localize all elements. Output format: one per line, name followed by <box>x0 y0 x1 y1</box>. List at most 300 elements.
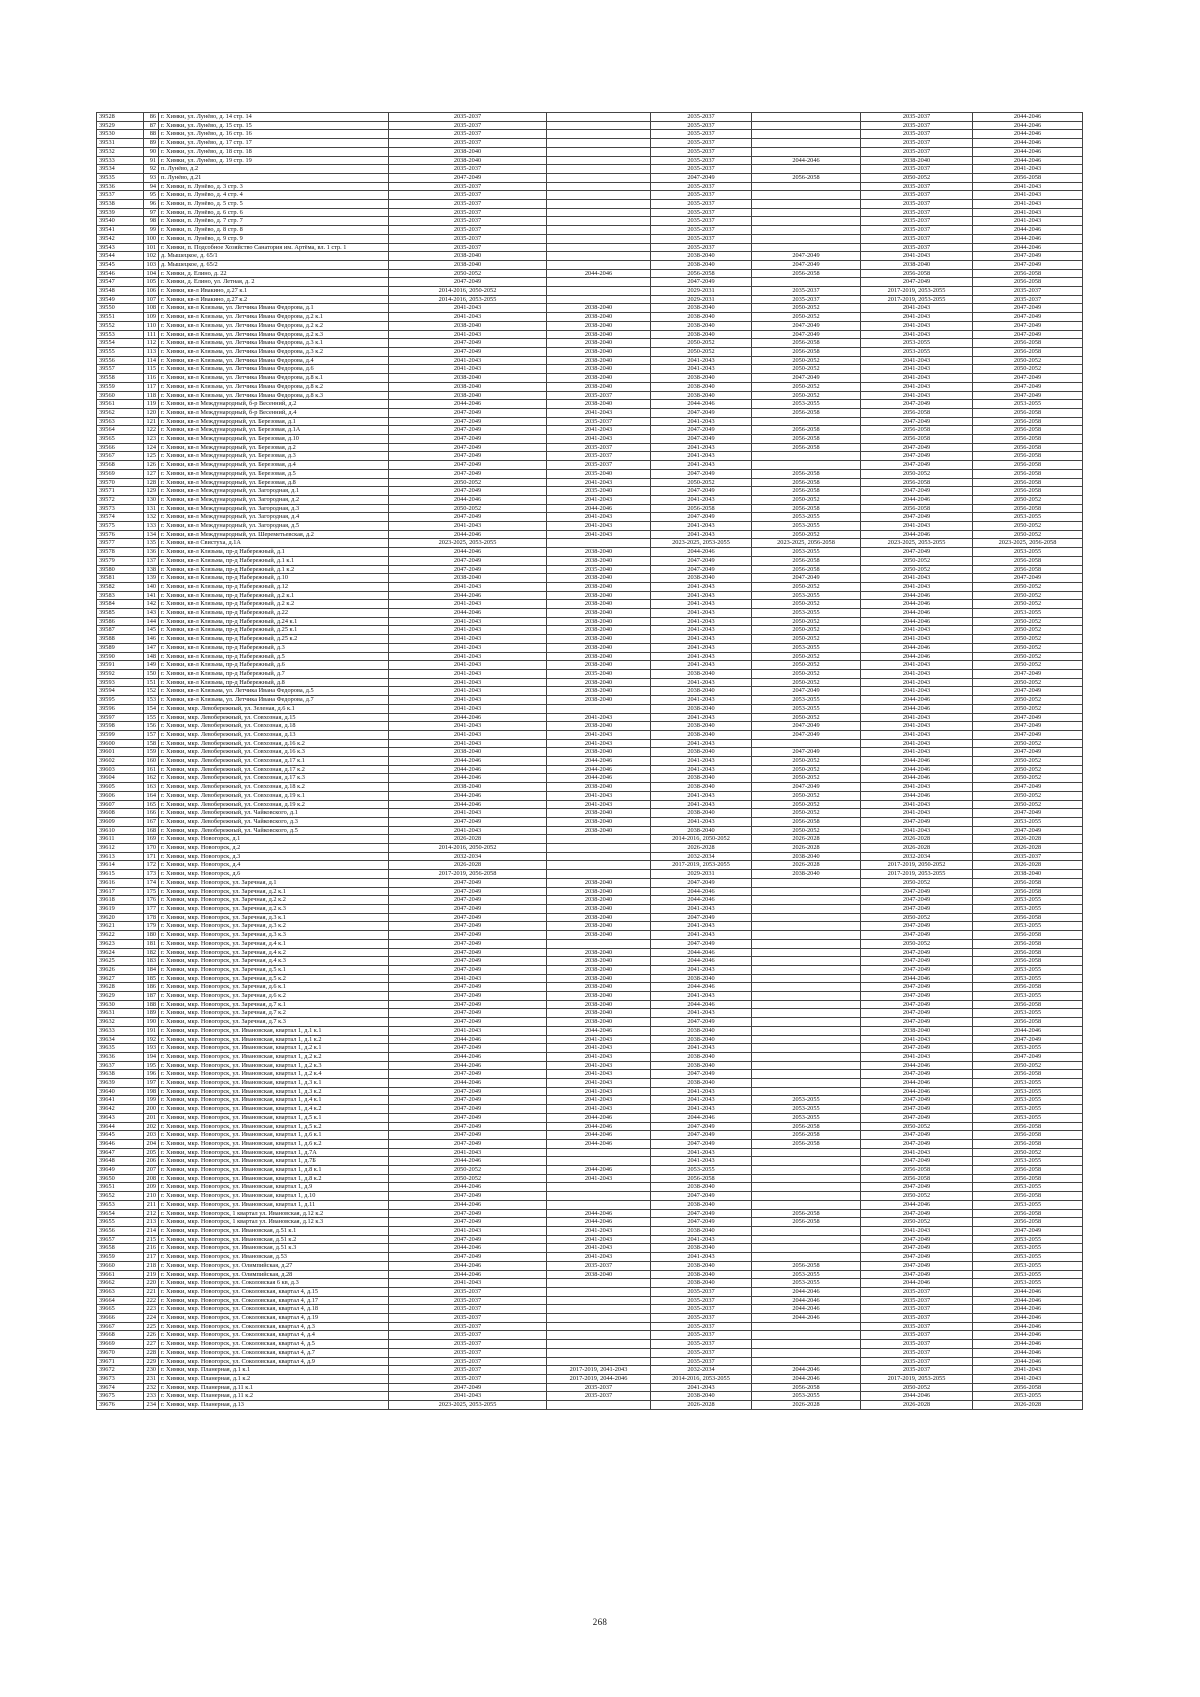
table-cell: 2050-2052 <box>752 757 861 766</box>
table-cell: 2053-2055 <box>973 1105 1083 1114</box>
table-cell <box>752 208 861 217</box>
table-cell: 39533 <box>97 156 144 165</box>
table-cell: 204 <box>144 1139 159 1148</box>
table-cell: 2041-2043 <box>651 696 752 705</box>
table-cell <box>547 1357 651 1366</box>
table-cell: 2041-2043 <box>651 1087 752 1096</box>
table-cell: 39637 <box>97 1061 144 1070</box>
table-cell: 234 <box>144 1401 159 1410</box>
table-cell: 123 <box>144 435 159 444</box>
table-cell: 39642 <box>97 1105 144 1114</box>
table-cell: г. Химки, кв-л Клязьма, ул. Летчика Ивана Федорова, д.8 к.1 <box>159 374 389 383</box>
table-cell: 2017-2019, 2050-2052 <box>861 861 973 870</box>
table-cell: 155 <box>144 713 159 722</box>
table-cell: г. Химки, мкр. Новогорск, ул. Ивановская, квартал 1, д.7Б <box>159 1157 389 1166</box>
table-cell: 116 <box>144 374 159 383</box>
table-cell: 2017-2019, 2053-2055 <box>861 870 973 879</box>
table-cell: 2026-2028 <box>973 861 1083 870</box>
table-cell <box>547 147 651 156</box>
table-cell: г. Химки, п. Лунёво, д. 4 стр. 4 <box>159 191 389 200</box>
table-row <box>97 1383 1083 1392</box>
table-row <box>97 1209 1083 1218</box>
table-cell: 2047-2049 <box>389 957 547 966</box>
table-cell: г. Химки, мкр. Левобережный, ул. Совхозная, д.18 <box>159 722 389 731</box>
table-cell: 2041-2043 <box>389 670 547 679</box>
table-cell: 39574 <box>97 513 144 522</box>
table-cell: 2038-2040 <box>651 1270 752 1279</box>
table-cell: 164 <box>144 791 159 800</box>
table-cell: 39575 <box>97 522 144 531</box>
table-cell: г. Химки, кв-л Международный, ул. Березовая, д.5 <box>159 469 389 478</box>
table-cell <box>547 234 651 243</box>
table-cell: 2041-2043 <box>651 1383 752 1392</box>
table-cell: 2047-2049 <box>389 992 547 1001</box>
table-cell: 105 <box>144 278 159 287</box>
table-cell: 2044-2046 <box>651 948 752 957</box>
table-row <box>97 1061 1083 1070</box>
table-cell: 226 <box>144 1331 159 1340</box>
table-cell: 2047-2049 <box>389 1087 547 1096</box>
table-cell: 2044-2046 <box>973 1322 1083 1331</box>
table-cell: 2047-2049 <box>973 260 1083 269</box>
table-cell: 39531 <box>97 139 144 148</box>
table-cell: 2047-2049 <box>389 1044 547 1053</box>
table-cell: 2041-2043 <box>547 1044 651 1053</box>
table-cell: 2041-2043 <box>389 356 547 365</box>
table-cell: 2041-2043 <box>389 522 547 531</box>
table-cell: 2047-2049 <box>389 1131 547 1140</box>
table-cell: 2050-2052 <box>752 713 861 722</box>
table-cell: г. Химки, п. Лунёво, д. 5 стр. 5 <box>159 200 389 209</box>
table-cell: 2044-2046 <box>752 1314 861 1323</box>
table-cell: 197 <box>144 1079 159 1088</box>
table-row <box>97 965 1083 974</box>
table-cell: 39610 <box>97 826 144 835</box>
table-cell: 2053-2055 <box>752 513 861 522</box>
table-row <box>97 713 1083 722</box>
table-cell: г. Химки, кв-л Клязьма, ул. Летчика Ивана Федорова, д.1 <box>159 304 389 313</box>
table-cell: 87 <box>144 121 159 130</box>
table-row <box>97 1192 1083 1201</box>
table-cell: 2044-2046 <box>752 1305 861 1314</box>
table-cell: 2035-2037 <box>861 182 973 191</box>
table-row <box>97 957 1083 966</box>
table-cell: 2041-2043 <box>547 1079 651 1088</box>
table-cell: 2041-2043 <box>861 304 973 313</box>
table-cell: 39605 <box>97 783 144 792</box>
table-cell <box>547 1192 651 1201</box>
table-cell <box>752 121 861 130</box>
table-cell: 2050-2052 <box>861 556 973 565</box>
table-cell: 39617 <box>97 887 144 896</box>
table-cell: 2056-2058 <box>752 347 861 356</box>
table-cell: 2035-2040 <box>547 469 651 478</box>
table-cell: 2041-2043 <box>861 330 973 339</box>
table-cell: 2035-2037 <box>389 1314 547 1323</box>
table-cell: 207 <box>144 1166 159 1175</box>
table-cell: 2041-2043 <box>861 374 973 383</box>
table-cell: г. Химки, п. Лунёво, д. 9 стр. 9 <box>159 234 389 243</box>
table-row <box>97 617 1083 626</box>
table-cell: 2041-2043 <box>861 730 973 739</box>
table-cell: 2047-2049 <box>861 887 973 896</box>
table-cell: 2038-2040 <box>861 260 973 269</box>
table-cell: 2044-2046 <box>547 1131 651 1140</box>
table-cell: 39664 <box>97 1296 144 1305</box>
table-cell: 2041-2043 <box>547 730 651 739</box>
table-cell: г. Химки, кв-л Клязьма, ул. Летчика Ивана Федорова, д.8 к.2 <box>159 382 389 391</box>
table-cell: 2038-2040 <box>547 678 651 687</box>
table-cell: 2035-2037 <box>861 234 973 243</box>
table-cell: 39578 <box>97 548 144 557</box>
table-cell: 190 <box>144 1018 159 1027</box>
table-cell: 2053-2055 <box>973 1279 1083 1288</box>
table-cell: 2050-2052 <box>752 626 861 635</box>
table-cell <box>752 182 861 191</box>
table-cell: 2044-2046 <box>861 1392 973 1401</box>
table-cell: 39628 <box>97 983 144 992</box>
table-cell: 2047-2049 <box>752 321 861 330</box>
table-cell: 2035-2037 <box>861 139 973 148</box>
table-cell: 2056-2058 <box>973 565 1083 574</box>
table-cell: 2041-2043 <box>651 791 752 800</box>
table-cell: 39653 <box>97 1200 144 1209</box>
table-cell: 2038-2040 <box>547 1009 651 1018</box>
table-cell: 2044-2046 <box>389 400 547 409</box>
table-cell: 229 <box>144 1357 159 1366</box>
table-cell: 39593 <box>97 678 144 687</box>
table-cell: 2056-2058 <box>752 173 861 182</box>
table-cell: 2017-2019, 2053-2055 <box>651 861 752 870</box>
table-cell: 2035-2037 <box>651 1357 752 1366</box>
table-cell: 2041-2043 <box>547 1244 651 1253</box>
table-cell <box>752 1009 861 1018</box>
table-cell: 2050-2052 <box>973 617 1083 626</box>
table-cell: 39612 <box>97 844 144 853</box>
table-cell: 2056-2058 <box>752 269 861 278</box>
table-cell: 2053-2055 <box>752 400 861 409</box>
table-row <box>97 652 1083 661</box>
table-cell: 131 <box>144 504 159 513</box>
table-cell: 2047-2049 <box>389 922 547 931</box>
table-cell: 2047-2049 <box>651 278 752 287</box>
table-cell: 2044-2046 <box>547 765 651 774</box>
table-cell: г. Химки, мкр. Новогорск, ул. Соколовская, квартал 4, д.5 <box>159 1340 389 1349</box>
table-cell: 2041-2043 <box>861 783 973 792</box>
table-cell: г. Химки, мкр. Новогорск, ул. Ивановская, квартал 1, д.1 к.2 <box>159 1035 389 1044</box>
table-cell: 2026-2028 <box>973 835 1083 844</box>
table-row <box>97 400 1083 409</box>
table-cell: 39566 <box>97 443 144 452</box>
table-cell: г. Химки, мкр. Новогорск, ул. Ивановская, квартал 1, д.2 к.1 <box>159 1044 389 1053</box>
table-cell: 2047-2049 <box>389 1209 547 1218</box>
table-cell: 2047-2049 <box>752 730 861 739</box>
table-row <box>97 287 1083 296</box>
table-cell: 2041-2043 <box>389 1279 547 1288</box>
table-cell: 2035-2037 <box>389 208 547 217</box>
table-cell: 2035-2037 <box>861 121 973 130</box>
table-row <box>97 417 1083 426</box>
table-cell: 2047-2049 <box>651 513 752 522</box>
table-cell: 2044-2046 <box>861 704 973 713</box>
table-cell: 2053-2055 <box>752 1270 861 1279</box>
table-cell: 39576 <box>97 530 144 539</box>
table-cell: 2053-2055 <box>973 513 1083 522</box>
table-row <box>97 948 1083 957</box>
table-cell: 2056-2058 <box>752 565 861 574</box>
table-cell: 2056-2058 <box>973 417 1083 426</box>
table-cell: 2056-2058 <box>973 173 1083 182</box>
table-cell: 2041-2043 <box>389 696 547 705</box>
table-cell: 2056-2058 <box>973 957 1083 966</box>
table-row <box>97 974 1083 983</box>
table-cell: 2041-2043 <box>861 1227 973 1236</box>
table-cell: 2044-2046 <box>389 791 547 800</box>
table-row <box>97 817 1083 826</box>
table-cell: 2056-2058 <box>973 1139 1083 1148</box>
table-cell: г. Химки, мкр. Новогорск, ул. Заречная, д.3 к.3 <box>159 931 389 940</box>
table-cell: 2056-2058 <box>752 556 861 565</box>
table-cell: 39639 <box>97 1079 144 1088</box>
table-cell: 2047-2049 <box>861 1235 973 1244</box>
table-cell: 2047-2049 <box>861 461 973 470</box>
table-cell: 208 <box>144 1174 159 1183</box>
table-cell: 2044-2046 <box>973 121 1083 130</box>
table-cell: 2056-2058 <box>973 1070 1083 1079</box>
table-cell: 2050-2052 <box>752 670 861 679</box>
table-cell: 39529 <box>97 121 144 130</box>
table-cell: 2053-2055 <box>752 1096 861 1105</box>
table-cell: 2047-2049 <box>973 304 1083 313</box>
table-cell: 2041-2043 <box>861 739 973 748</box>
table-cell: 2056-2058 <box>973 1166 1083 1175</box>
table-cell: 2038-2040 <box>389 321 547 330</box>
table-cell: 117 <box>144 382 159 391</box>
table-cell: 2017-2019, 2053-2055 <box>861 1374 973 1383</box>
table-cell: 158 <box>144 739 159 748</box>
table-cell: 2038-2040 <box>861 1026 973 1035</box>
table-cell: 2041-2043 <box>651 904 752 913</box>
table-cell: 2047-2049 <box>651 556 752 565</box>
table-row <box>97 1392 1083 1401</box>
table-cell: 2044-2046 <box>651 1113 752 1122</box>
table-cell <box>547 1287 651 1296</box>
table-cell: 2050-2052 <box>651 347 752 356</box>
table-cell: 2035-2037 <box>861 1322 973 1331</box>
table-cell: 2053-2055 <box>973 896 1083 905</box>
table-cell: г. Химки, кв-л Международный, ул. Березовая, д.8 <box>159 478 389 487</box>
table-cell: 2044-2046 <box>651 548 752 557</box>
table-cell: 102 <box>144 252 159 261</box>
table-cell: 2050-2052 <box>752 304 861 313</box>
table-cell: 2056-2058 <box>973 1218 1083 1227</box>
table-cell: 2053-2055 <box>752 696 861 705</box>
table-cell: 177 <box>144 904 159 913</box>
table-cell: 2035-2037 <box>651 182 752 191</box>
table-cell: 2041-2043 <box>389 1227 547 1236</box>
table-cell: 2056-2058 <box>861 504 973 513</box>
table-cell: 120 <box>144 408 159 417</box>
table-cell: 2047-2049 <box>389 1070 547 1079</box>
table-cell: 2056-2058 <box>973 408 1083 417</box>
table-cell: 203 <box>144 1131 159 1140</box>
table-cell: 2038-2040 <box>651 670 752 679</box>
table-cell: 2050-2052 <box>973 522 1083 531</box>
table-cell: 2047-2049 <box>389 878 547 887</box>
table-cell: 2044-2046 <box>973 1348 1083 1357</box>
table-cell: г. Химки, мкр. Новогорск, ул. Заречная, д.6 к.2 <box>159 992 389 1001</box>
table-cell: 2044-2046 <box>547 1166 651 1175</box>
table-cell: 91 <box>144 156 159 165</box>
table-cell: 2053-2055 <box>973 1044 1083 1053</box>
table-cell: г. Химки, кв-л Клязьма, ул. Летчика Ивана Федорова, д.6 <box>159 365 389 374</box>
table-cell: 2053-2055 <box>973 1096 1083 1105</box>
table-cell: 2035-2037 <box>389 1322 547 1331</box>
table-cell: 2041-2043 <box>861 574 973 583</box>
table-cell: 2047-2049 <box>389 278 547 287</box>
table-cell: 39541 <box>97 226 144 235</box>
table-cell: 2053-2055 <box>651 1166 752 1175</box>
table-cell: 114 <box>144 356 159 365</box>
table-cell: 2053-2055 <box>973 1183 1083 1192</box>
table-cell: 2050-2052 <box>973 365 1083 374</box>
table-row <box>97 1148 1083 1157</box>
table-cell: 2056-2058 <box>861 478 973 487</box>
table-row <box>97 574 1083 583</box>
table-cell: 98 <box>144 217 159 226</box>
table-cell: 2041-2043 <box>861 713 973 722</box>
table-cell: г. Химки, п. Лунёво, д. 6 стр. 6 <box>159 208 389 217</box>
table-cell: 39584 <box>97 600 144 609</box>
table-cell: 2053-2055 <box>752 548 861 557</box>
table-cell: 2029-2031 <box>651 295 752 304</box>
table-cell <box>547 287 651 296</box>
table-cell: 2038-2040 <box>547 321 651 330</box>
table-cell: 2035-2037 <box>651 1322 752 1331</box>
page-number: 268 <box>592 1617 608 1627</box>
table-cell: 2044-2046 <box>389 774 547 783</box>
table-cell: п. Лунёво, д.2 <box>159 165 389 174</box>
table-cell: 2041-2043 <box>861 522 973 531</box>
table-cell: 2029-2031 <box>651 287 752 296</box>
table-cell: 2035-2037 <box>861 200 973 209</box>
table-row <box>97 548 1083 557</box>
table-cell: 2014-2016, 2053-2055 <box>651 1374 752 1383</box>
table-cell: 2035-2037 <box>861 113 973 122</box>
table-cell: 217 <box>144 1253 159 1262</box>
table-cell <box>547 1305 651 1314</box>
table-cell: 2035-2037 <box>651 1314 752 1323</box>
table-cell: 39546 <box>97 269 144 278</box>
table-cell: 2041-2043 <box>651 678 752 687</box>
table-cell: 2047-2049 <box>861 417 973 426</box>
table-cell: 2041-2043 <box>389 974 547 983</box>
table-cell: 2056-2058 <box>752 426 861 435</box>
table-row <box>97 1322 1083 1331</box>
table-cell: 2044-2046 <box>651 1000 752 1009</box>
table-cell: 2035-2037 <box>389 1296 547 1305</box>
table-cell: 39646 <box>97 1139 144 1148</box>
table-cell: 2044-2046 <box>389 530 547 539</box>
table-cell: 39627 <box>97 974 144 983</box>
table-cell <box>752 139 861 148</box>
table-cell: 2041-2043 <box>389 617 547 626</box>
table-cell <box>752 931 861 940</box>
table-cell: 39539 <box>97 208 144 217</box>
table-cell: 2038-2040 <box>389 783 547 792</box>
table-cell: г. Химки, мкр. Левобережный, ул. Совхозная, д.17 к.1 <box>159 757 389 766</box>
table-row <box>97 1314 1083 1323</box>
table-cell: 2050-2052 <box>973 600 1083 609</box>
table-cell: 2026-2028 <box>651 844 752 853</box>
table-cell: 2038-2040 <box>651 313 752 322</box>
table-cell: 2044-2046 <box>547 1122 651 1131</box>
table-cell: 118 <box>144 391 159 400</box>
table-row <box>97 243 1083 252</box>
table-cell: 2032-2034 <box>389 852 547 861</box>
table-cell: 39645 <box>97 1131 144 1140</box>
table-cell: г. Химки, ул. Лунёво, д. 14 стр. 14 <box>159 113 389 122</box>
table-cell: 2041-2043 <box>651 356 752 365</box>
table-cell <box>752 1200 861 1209</box>
table-cell: 2047-2049 <box>861 513 973 522</box>
table-row <box>97 374 1083 383</box>
table-cell: 2041-2043 <box>651 922 752 931</box>
table-row <box>97 678 1083 687</box>
table-cell: 2038-2040 <box>547 922 651 931</box>
table-cell: 39583 <box>97 591 144 600</box>
table-cell: г. Химки, кв-л Ивакино, д.27 к.1 <box>159 287 389 296</box>
table-cell <box>752 243 861 252</box>
table-cell: 2041-2043 <box>651 713 752 722</box>
table-cell: 2041-2043 <box>861 582 973 591</box>
table-cell: г. Химки, мкр. Новогорск, ул. Ивановская, квартал 1, д.2 к.2 <box>159 1052 389 1061</box>
table-cell: г. Химки, кв-л Клязьма, пр-д Набережный, д.12 <box>159 582 389 591</box>
table-cell: 2050-2052 <box>752 356 861 365</box>
table-cell: 2041-2043 <box>973 165 1083 174</box>
table-cell: 39651 <box>97 1183 144 1192</box>
table-cell: 39650 <box>97 1174 144 1183</box>
table-cell: 2026-2028 <box>861 844 973 853</box>
table-cell: 2035-2037 <box>861 1340 973 1349</box>
table-cell: г. Химки, кв-л Клязьма, пр-д Набережный, д.22 <box>159 609 389 618</box>
table-cell: г. Химки, мкр. Новогорск, ул. Ивановская, д.51 к.3 <box>159 1244 389 1253</box>
table-cell: 2035-2037 <box>547 1392 651 1401</box>
table-cell <box>752 200 861 209</box>
table-cell: 2047-2049 <box>861 1209 973 1218</box>
table-row <box>97 461 1083 470</box>
table-cell: г. Химки, мкр. Планерная, д.11 к.1 <box>159 1383 389 1392</box>
table-cell: 213 <box>144 1218 159 1227</box>
table-cell: 2044-2046 <box>752 156 861 165</box>
table-cell: 2047-2049 <box>973 391 1083 400</box>
table-cell: 2041-2043 <box>651 461 752 470</box>
table-cell: 2038-2040 <box>547 896 651 905</box>
table-cell: г. Химки, мкр. Новогорск, д.4 <box>159 861 389 870</box>
table-cell: 2038-2040 <box>651 687 752 696</box>
table-cell: 39600 <box>97 739 144 748</box>
table-cell: 39585 <box>97 609 144 618</box>
table-cell <box>752 1331 861 1340</box>
table-cell <box>547 1279 651 1288</box>
table-cell: 2044-2046 <box>861 643 973 652</box>
table-cell: 2038-2040 <box>651 1227 752 1236</box>
table-cell: 179 <box>144 922 159 931</box>
table-cell: 39632 <box>97 1018 144 1027</box>
table-cell: г. Химки, мкр. Левобережный, ул. Совхозная, д.13 <box>159 730 389 739</box>
table-cell: 171 <box>144 852 159 861</box>
table-cell: г. Химки, кв-л Клязьма, пр-д Набережный, д.6 <box>159 661 389 670</box>
